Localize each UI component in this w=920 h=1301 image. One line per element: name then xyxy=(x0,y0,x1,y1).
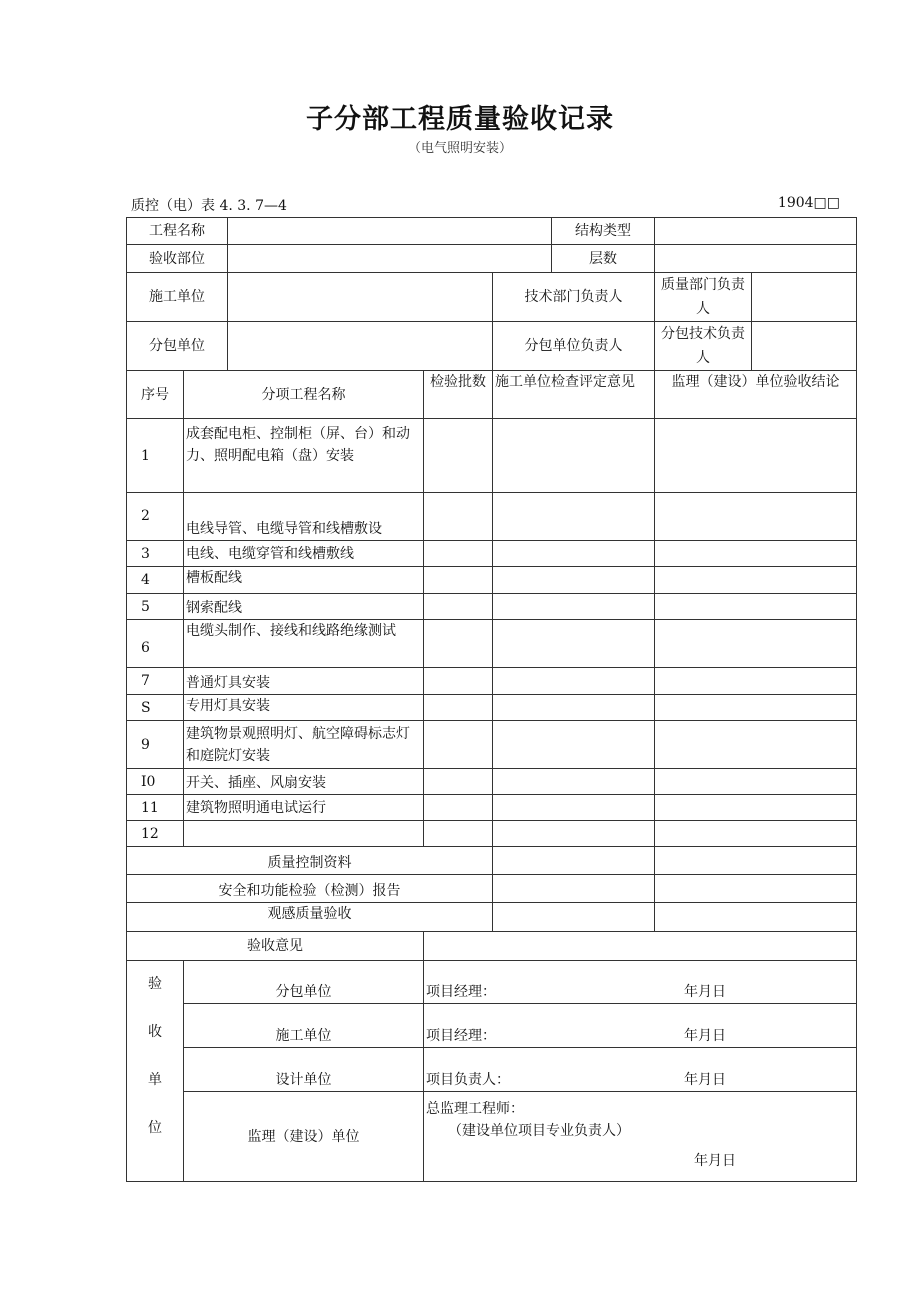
signoff-row-construction xyxy=(127,1004,857,1048)
conclusion-cell[interactable] xyxy=(655,769,857,795)
item-name: 电线、电缆穿管和线槽敷线 xyxy=(184,541,424,567)
item-number: 6 xyxy=(127,620,184,668)
side-char-3: 单 xyxy=(148,1072,162,1088)
batches-cell[interactable] xyxy=(424,668,493,695)
opinion-cell[interactable] xyxy=(493,795,655,821)
item-number: 12 xyxy=(127,821,184,847)
table-row xyxy=(127,493,857,541)
opinion-cell[interactable] xyxy=(493,721,655,769)
item-number: 1 xyxy=(127,419,184,493)
side-char-1: 验 xyxy=(148,976,162,992)
row-quality-data xyxy=(127,847,857,875)
side-char-2: 收 xyxy=(148,1024,162,1040)
subcontract-unit-label: 分包单位 xyxy=(127,322,228,371)
item-name: 成套配电柜、控制柜（屏、台）和动力、照明配电箱（盘）安装 xyxy=(184,419,424,493)
col-opinion: 施工单位检查评定意见 xyxy=(493,371,655,419)
opinion-cell[interactable] xyxy=(493,541,655,567)
table-row xyxy=(127,668,857,695)
project-name-label: 工程名称 xyxy=(127,218,228,245)
row-acceptance-part xyxy=(127,245,857,273)
date-label: 年月日 xyxy=(684,984,727,1000)
floors-label: 层数 xyxy=(552,245,655,273)
safety-report-label: 安全和功能检验（检测）报告 xyxy=(127,875,493,903)
batches-cell[interactable] xyxy=(424,721,493,769)
page-title: 子分部工程质量验收记录 xyxy=(306,104,614,135)
item-name: 钢索配线 xyxy=(184,594,424,620)
side-char-4: 位 xyxy=(148,1120,162,1136)
construction-unit-label: 施工单位 xyxy=(127,273,228,322)
row-opinion xyxy=(127,932,857,961)
project-manager-label: 项目经理： xyxy=(426,1028,496,1044)
acceptance-units-label xyxy=(127,961,184,1182)
owner-rep-label: （建设单位项目专业负责人） xyxy=(448,1123,630,1139)
conclusion-cell[interactable] xyxy=(655,668,857,695)
opinion-cell[interactable] xyxy=(493,668,655,695)
item-number: 9 xyxy=(127,721,184,769)
page-subtitle: （电气照明安装） xyxy=(407,141,512,156)
appearance-label: 观感质量验收 xyxy=(127,903,493,932)
project-manager-label: 项目经理： xyxy=(426,984,496,1000)
table-row xyxy=(127,594,857,620)
batches-cell[interactable] xyxy=(424,795,493,821)
table-row xyxy=(127,721,857,769)
table-row xyxy=(127,620,857,668)
item-number: 11 xyxy=(127,795,184,821)
conclusion-cell[interactable] xyxy=(655,594,857,620)
subcontract-tech-head-value[interactable] xyxy=(752,322,857,371)
opinion-cell[interactable] xyxy=(493,493,655,541)
conclusion-cell[interactable] xyxy=(655,493,857,541)
item-name: 电线导管、电缆导管和线槽敷设 xyxy=(184,493,424,541)
item-name xyxy=(184,821,424,847)
signoff-design-sign[interactable] xyxy=(424,1048,857,1092)
conclusion-cell[interactable] xyxy=(655,821,857,847)
item-number: 3 xyxy=(127,541,184,567)
subcontract-unit-value[interactable] xyxy=(228,322,493,371)
conclusion-cell[interactable] xyxy=(655,541,857,567)
safety-report-conclusion[interactable] xyxy=(655,875,857,903)
opinion-cell[interactable] xyxy=(493,567,655,594)
item-number: 4 xyxy=(127,567,184,594)
form-code: 质控（电）表 4. 3. 7—4 xyxy=(131,198,287,214)
doc-number: 1904□□ xyxy=(777,195,840,211)
item-name: 专用灯具安装 xyxy=(184,695,424,721)
row-safety-report xyxy=(127,875,857,903)
floors-value[interactable] xyxy=(655,245,857,273)
opinion-cell[interactable] xyxy=(493,821,655,847)
batches-cell[interactable] xyxy=(424,594,493,620)
chief-supervisor-label: 总监理工程师： xyxy=(426,1101,524,1117)
item-name: 开关、插座、风扇安装 xyxy=(184,769,424,795)
batches-cell[interactable] xyxy=(424,620,493,668)
acceptance-part-label: 验收部位 xyxy=(127,245,228,273)
signoff-subcontract-unit: 分包单位 xyxy=(184,961,424,1004)
item-name: 建筑物照明通电试运行 xyxy=(184,795,424,821)
batches-cell[interactable] xyxy=(424,567,493,594)
signoff-construction-sign[interactable] xyxy=(424,1004,857,1048)
batches-cell[interactable] xyxy=(424,821,493,847)
table-row xyxy=(127,419,857,493)
opinion-label: 验收意见 xyxy=(127,932,424,961)
structure-type-value[interactable] xyxy=(655,218,857,245)
signoff-construction-unit: 施工单位 xyxy=(184,1004,424,1048)
batches-cell[interactable] xyxy=(424,419,493,493)
col-conclusion: 监理（建设）单位验收结论 xyxy=(655,371,857,419)
col-batches: 检验批数 xyxy=(424,371,493,419)
date-label: 年月日 xyxy=(694,1153,737,1169)
opinion-cell[interactable] xyxy=(493,419,655,493)
quality-data-conclusion[interactable] xyxy=(655,847,857,875)
signoff-supervision-unit: 监理（建设）单位 xyxy=(184,1092,424,1182)
structure-type-label: 结构类型 xyxy=(552,218,655,245)
batches-cell[interactable] xyxy=(424,695,493,721)
appearance-opinion[interactable] xyxy=(493,903,655,932)
row-project-name xyxy=(127,218,857,245)
quality-data-label: 质量控制资料 xyxy=(127,847,493,875)
conclusion-cell[interactable] xyxy=(655,567,857,594)
conclusion-cell[interactable] xyxy=(655,695,857,721)
signoff-row-subcontract xyxy=(127,961,857,1004)
safety-report-opinion[interactable] xyxy=(493,875,655,903)
col-seq: 序号 xyxy=(127,371,184,419)
item-name: 普通灯具安装 xyxy=(184,668,424,695)
opinion-cell[interactable] xyxy=(493,695,655,721)
col-name: 分项工程名称 xyxy=(184,371,424,419)
table-row xyxy=(127,795,857,821)
item-number: I0 xyxy=(127,769,184,795)
item-name: 电缆头制作、接线和线路绝缘测试 xyxy=(184,620,424,668)
item-name: 槽板配线 xyxy=(184,567,424,594)
project-leader-label: 项目负责人： xyxy=(426,1072,510,1088)
opinion-cell[interactable] xyxy=(493,594,655,620)
acceptance-table xyxy=(126,217,857,1182)
table-row xyxy=(127,695,857,721)
conclusion-cell[interactable] xyxy=(655,419,857,493)
opinion-cell[interactable] xyxy=(493,620,655,668)
item-number: S xyxy=(127,695,184,721)
quality-data-opinion[interactable] xyxy=(493,847,655,875)
subcontract-tech-head-label: 分包技术负责人 xyxy=(655,322,752,371)
item-number: 2 xyxy=(127,493,184,541)
opinion-cell[interactable] xyxy=(493,769,655,795)
date-label: 年月日 xyxy=(684,1072,727,1088)
project-name-value[interactable] xyxy=(228,218,552,245)
table-row xyxy=(127,769,857,795)
conclusion-cell[interactable] xyxy=(655,620,857,668)
conclusion-cell[interactable] xyxy=(655,721,857,769)
quality-head-value[interactable] xyxy=(752,273,857,322)
construction-unit-value[interactable] xyxy=(228,273,493,322)
row-subcontract-unit xyxy=(127,322,857,371)
row-appearance xyxy=(127,903,857,932)
signoff-subcontract-sign[interactable] xyxy=(424,961,857,1004)
tech-head-label: 技术部门负责人 xyxy=(493,273,655,322)
batches-cell[interactable] xyxy=(424,541,493,567)
appearance-conclusion[interactable] xyxy=(655,903,857,932)
date-label: 年月日 xyxy=(684,1028,727,1044)
acceptance-part-value[interactable] xyxy=(228,245,552,273)
item-name: 建筑物景观照明灯、航空障碍标志灯和庭院灯安装 xyxy=(184,721,424,769)
table-row xyxy=(127,567,857,594)
item-number: 5 xyxy=(127,594,184,620)
row-column-headers xyxy=(127,371,857,419)
subcontract-head-label: 分包单位负责人 xyxy=(493,322,655,371)
batches-cell[interactable] xyxy=(424,769,493,795)
conclusion-cell[interactable] xyxy=(655,795,857,821)
opinion-value[interactable] xyxy=(424,932,857,961)
table-row xyxy=(127,821,857,847)
row-construction-unit xyxy=(127,273,857,322)
quality-head-label: 质量部门负责人 xyxy=(655,273,752,322)
batches-cell[interactable] xyxy=(424,493,493,541)
signoff-row-design xyxy=(127,1048,857,1092)
signoff-row-supervision xyxy=(127,1092,857,1182)
signoff-supervision-sign[interactable] xyxy=(424,1092,857,1182)
signoff-design-unit: 设计单位 xyxy=(184,1048,424,1092)
table-row xyxy=(127,541,857,567)
item-number: 7 xyxy=(127,668,184,695)
